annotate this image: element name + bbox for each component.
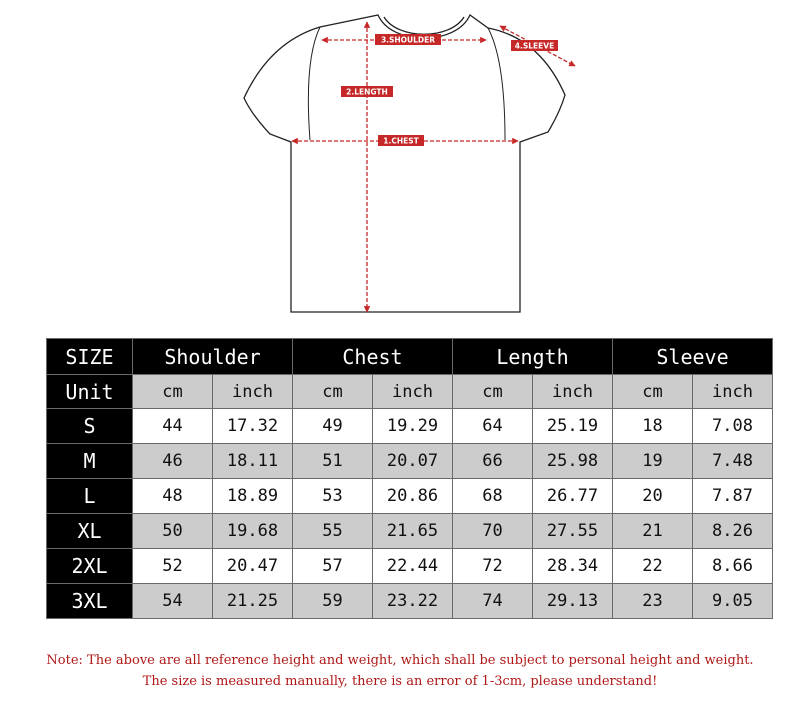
table-cell: 8.26 [693,514,773,549]
table-cell: 22 [613,549,693,584]
table-cell: 66 [453,444,533,479]
table-cell: 17.32 [213,409,293,444]
armhole-seam-left [308,27,320,140]
group-header-chest: Chest [293,339,453,375]
size-label: S [47,409,133,444]
length-label: 2.LENGTH [346,87,388,97]
table-cell: 51 [293,444,373,479]
table-cell: 21.25 [213,584,293,619]
table-cell: 46 [133,444,213,479]
table-row [47,549,773,584]
table-cell: 74 [453,584,533,619]
size-chart-table [46,338,773,619]
table-cell: 26.77 [533,479,613,514]
chest-label: 1.CHEST [383,136,419,146]
table-cell: 21.65 [373,514,453,549]
unit-cell: cm [133,375,213,409]
table-row [47,479,773,514]
size-label: 2XL [47,549,133,584]
table-cell: 7.87 [693,479,773,514]
table-cell: 20.07 [373,444,453,479]
table-cell: 18 [613,409,693,444]
unit-cell: inch [693,375,773,409]
table-cell: 20.86 [373,479,453,514]
note-line-1: Note: The above are all reference height and weight, which shall be subject to personal height and weight. [46,653,754,668]
table-cell: 19.29 [373,409,453,444]
table-row [47,514,773,549]
header-row [47,339,773,375]
group-header-shoulder: Shoulder [133,339,293,375]
table-cell: 57 [293,549,373,584]
table-row [47,444,773,479]
table-cell: 20 [613,479,693,514]
table-cell: 55 [293,514,373,549]
table-cell: 52 [133,549,213,584]
table-cell: 7.48 [693,444,773,479]
table-cell: 72 [453,549,533,584]
size-label: XL [47,514,133,549]
unit-cell: cm [453,375,533,409]
table-cell: 53 [293,479,373,514]
table-cell: 7.08 [693,409,773,444]
table-cell: 25.19 [533,409,613,444]
table-cell: 27.55 [533,514,613,549]
armhole-seam-right [488,28,505,140]
table-row [47,409,773,444]
table-cell: 18.11 [213,444,293,479]
unit-cell: inch [533,375,613,409]
table-cell: 23 [613,584,693,619]
unit-row [47,375,773,409]
size-header: SIZE [47,339,133,375]
table-cell: 21 [613,514,693,549]
table-cell: 20.47 [213,549,293,584]
table-cell: 50 [133,514,213,549]
shoulder-label: 3.SHOULDER [380,35,436,45]
table-cell: 19 [613,444,693,479]
table-cell: 8.66 [693,549,773,584]
table-cell: 68 [453,479,533,514]
table-row [47,584,773,619]
table-cell: 23.22 [373,584,453,619]
table-cell: 22.44 [373,549,453,584]
note-line-2: The size is measured manually, there is an error of 1-3cm, please understand! [142,674,658,689]
table-cell: 18.89 [213,479,293,514]
disclaimer-note [0,650,800,692]
table-cell: 48 [133,479,213,514]
table-cell: 28.34 [533,549,613,584]
table-cell: 59 [293,584,373,619]
unit-cell: inch [213,375,293,409]
unit-header: Unit [47,375,133,409]
sleeve-label: 4.SLEEVE [514,41,555,51]
table-cell: 54 [133,584,213,619]
group-header-length: Length [453,339,613,375]
table-cell: 44 [133,409,213,444]
unit-cell: cm [293,375,373,409]
table-cell: 70 [453,514,533,549]
table-cell: 19.68 [213,514,293,549]
table-cell: 9.05 [693,584,773,619]
group-header-sleeve: Sleeve [613,339,773,375]
table-cell: 25.98 [533,444,613,479]
unit-cell: inch [373,375,453,409]
size-label: 3XL [47,584,133,619]
size-label: M [47,444,133,479]
size-label: L [47,479,133,514]
table-cell: 29.13 [533,584,613,619]
tshirt-measurement-diagram [0,0,800,330]
table-cell: 64 [453,409,533,444]
unit-cell: cm [613,375,693,409]
table-cell: 49 [293,409,373,444]
tshirt-outline [244,15,565,312]
